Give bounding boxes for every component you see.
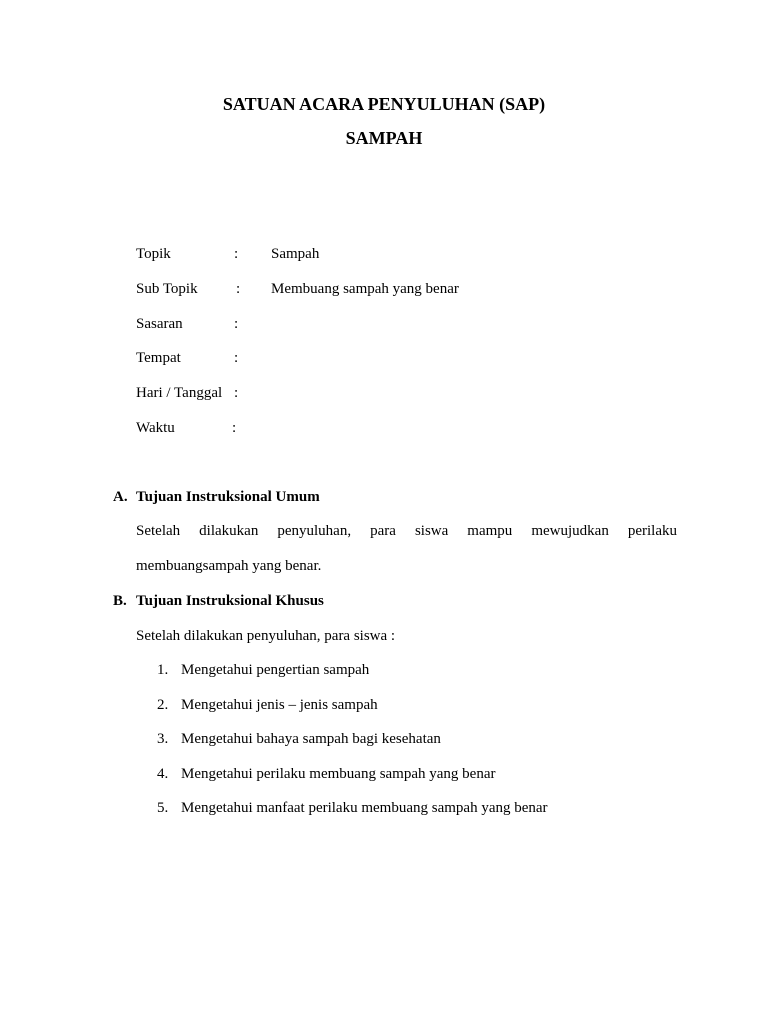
section-letter: A.	[113, 489, 128, 505]
section-b-intro: Setelah dilakukan penyuluhan, para siswa :	[136, 628, 396, 644]
list-text: Mengetahui manfaat perilaku membuang sampah yang benar	[181, 800, 548, 816]
list-text: Mengetahui perilaku membuang sampah yang benar	[181, 766, 496, 782]
field-value: Membuang sampah yang benar	[271, 281, 459, 297]
list-number: 5.	[157, 800, 169, 816]
document-title: SATUAN ACARA PENYULUHAN (SAP)	[222, 94, 546, 114]
list-number: 4.	[157, 766, 169, 782]
field-colon: :	[236, 281, 241, 297]
list-text: Mengetahui jenis – jenis sampah	[181, 697, 378, 713]
document-subtitle: SAMPAH	[345, 128, 423, 148]
field-label: Waktu	[136, 420, 175, 436]
field-label: Hari / Tanggal	[136, 385, 223, 401]
field-colon: :	[234, 316, 239, 332]
field-label: Sub Topik	[136, 281, 198, 297]
field-colon: :	[232, 420, 237, 436]
list-number: 1.	[157, 662, 169, 678]
field-label: Sasaran	[136, 316, 183, 332]
field-value: Sampah	[271, 246, 320, 262]
field-colon: :	[234, 350, 239, 366]
list-number: 3.	[157, 731, 169, 747]
field-label: Topik	[136, 246, 171, 262]
list-text: Mengetahui bahaya sampah bagi kesehatan	[181, 731, 441, 747]
list-number: 2.	[157, 697, 169, 713]
section-title: Tujuan Instruksional Umum	[136, 489, 320, 505]
field-label: Tempat	[136, 350, 181, 366]
list-text: Mengetahui pengertian sampah	[181, 662, 370, 678]
field-colon: :	[234, 246, 239, 262]
section-letter: B.	[113, 593, 127, 609]
section-title: Tujuan Instruksional Khusus	[136, 593, 324, 609]
field-colon: :	[234, 385, 239, 401]
section-a-paragraph-line-1: Setelah dilakukan penyuluhan, para siswa mampu mewujudkan perilaku	[136, 523, 677, 539]
section-a-paragraph-line-2: membuangsampah yang benar.	[136, 558, 322, 574]
